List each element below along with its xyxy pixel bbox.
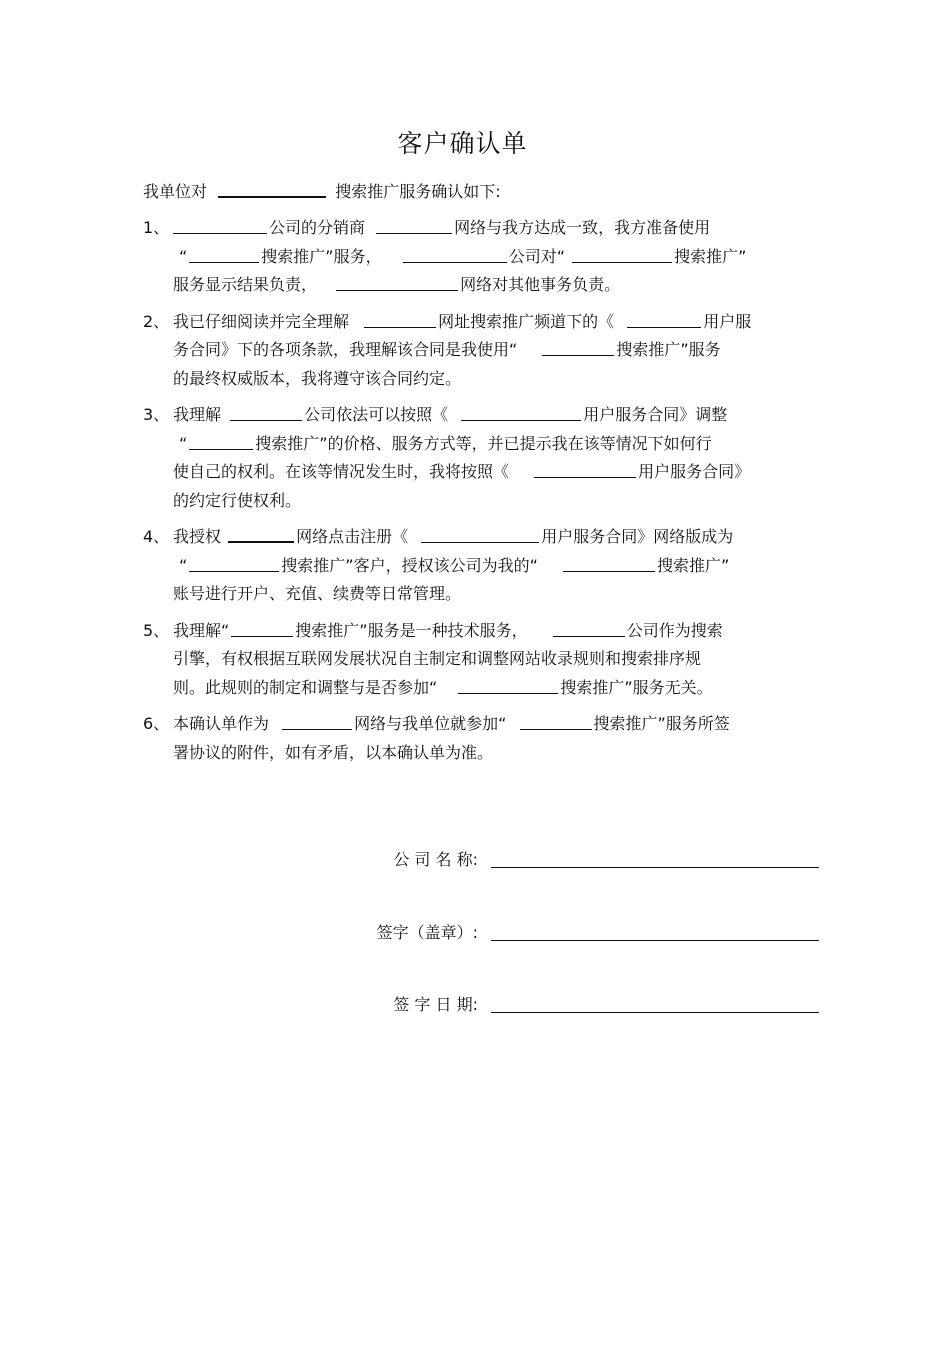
blank-field[interactable] (189, 570, 279, 572)
item-line (173, 552, 813, 581)
confirmation-items (143, 214, 813, 775)
item-text: 务合同》下的各项条款，我理解该合同是我使用“ (173, 340, 518, 359)
item-text: 搜索推广”的价格、服务方式等，并已提示我在该等情况下如何行 (255, 433, 712, 453)
blank-field[interactable] (572, 261, 672, 263)
item-text: 搜索推广”服务， (261, 246, 382, 266)
blank-field[interactable] (189, 448, 253, 450)
item-number: 6、 (143, 714, 170, 733)
item-line (173, 710, 813, 739)
item-text: 用户服务合同》网络版成为 (541, 527, 734, 546)
item-text: 用户服务合同》调整 (583, 405, 728, 424)
item-line (173, 365, 813, 394)
company-name-field[interactable] (491, 867, 819, 868)
blank-field[interactable] (563, 570, 655, 572)
blank-field[interactable] (376, 232, 452, 234)
item-text: 网络与我方达成一致，我方准备使用 (454, 218, 711, 237)
blank-field[interactable] (458, 692, 558, 694)
item-line (173, 487, 813, 516)
blank-field[interactable] (231, 635, 293, 637)
item-text: 署协议的附件，如有矛盾，以本确认单为准。 (173, 742, 494, 762)
item-text: 网址搜索推广频道下的《 (438, 311, 615, 331)
intro-blank[interactable] (218, 195, 326, 198)
item-text: 搜索推广”服务 (616, 340, 721, 359)
item-text: 的约定行使权利。 (173, 490, 302, 510)
item-text: 服务显示结果负责， (173, 275, 318, 294)
item-text: 公司依法可以按照《 (304, 405, 449, 424)
sign-date-label: 签 字 日 期: (393, 995, 478, 1014)
item-text: 搜索推广”服务是一种技术服务， (295, 620, 528, 640)
item-line (173, 336, 813, 365)
item-line (173, 739, 813, 768)
item-text: 本确认单作为 (173, 714, 270, 733)
item-text: “ (179, 433, 188, 453)
item-text: 用户服 (703, 311, 752, 331)
item-text: 引擎，有权根据互联网发展状况自主制定和调整网站收录规则和搜索排序规 (173, 649, 702, 668)
item-text: 搜索推广”服务无关。 (560, 677, 713, 697)
item-number: 1、 (143, 218, 170, 237)
blank-field[interactable] (403, 261, 507, 263)
item-line (173, 214, 813, 243)
item-line (173, 430, 813, 459)
intro-text-before: 我单位对 (143, 182, 208, 201)
item-line (173, 617, 813, 646)
item-text: 则。此规则的制定和调整与是否参加“ (173, 677, 438, 697)
item-line (173, 458, 813, 487)
item-text: 网络与我单位就参加“ (354, 714, 507, 733)
item-3 (143, 401, 813, 515)
item-line (173, 401, 813, 430)
item-number: 3、 (143, 405, 170, 424)
item-line (173, 308, 813, 337)
blank-field[interactable] (542, 354, 614, 356)
intro-text-after: 搜索推广服务确认如下: (335, 182, 501, 201)
blank-field[interactable] (364, 326, 436, 328)
item-text: 搜索推广” (674, 246, 747, 266)
item-line (173, 271, 813, 300)
item-6 (143, 710, 813, 767)
item-4 (143, 523, 813, 609)
company-name-row (0, 847, 950, 875)
blank-field[interactable] (461, 419, 581, 421)
blank-field[interactable] (421, 541, 539, 543)
item-text: 的最终权威版本，我将遵守该合同约定。 (173, 368, 462, 388)
item-text: 我已仔细阅读并完全理解 (173, 311, 350, 331)
item-text: 用户服务合同》 (638, 462, 751, 481)
signature-field[interactable] (491, 940, 819, 941)
item-text: 网络对其他事务负责。 (460, 275, 621, 294)
sign-date-row (0, 992, 950, 1020)
item-line (173, 674, 813, 703)
item-number: 5、 (143, 620, 170, 640)
item-1 (143, 214, 813, 300)
item-text: 网络点击注册《 (296, 527, 409, 546)
item-text: “ (179, 555, 188, 575)
item-text: 公司对“ (508, 246, 565, 266)
sign-date-field[interactable] (491, 1012, 819, 1013)
signature-label: 签字（盖章）: (376, 923, 478, 942)
item-line (173, 645, 813, 674)
item-text: “ (179, 246, 188, 266)
item-text: 搜索推广”客户，授权该公司为我的“ (281, 555, 538, 575)
blank-field[interactable] (228, 540, 294, 543)
item-line (173, 523, 813, 552)
blank-field[interactable] (230, 419, 302, 421)
item-5 (143, 617, 813, 703)
blank-field[interactable] (553, 635, 625, 637)
blank-field[interactable] (173, 232, 267, 234)
blank-field[interactable] (189, 261, 259, 263)
item-text: 公司作为搜索 (626, 620, 723, 640)
signature-row (0, 920, 950, 948)
item-number: 2、 (143, 311, 170, 331)
intro-line (143, 178, 823, 206)
blank-field[interactable] (336, 289, 458, 291)
item-line (173, 243, 813, 272)
item-text: 搜索推广” (656, 555, 730, 575)
item-text: 使自己的权利。在该等情况发生时，我将按照《 (173, 462, 510, 481)
item-line (173, 580, 813, 609)
item-2 (143, 308, 813, 394)
item-text: 我理解“ (173, 620, 230, 640)
blank-field[interactable] (282, 728, 352, 730)
blank-field[interactable] (520, 728, 592, 730)
item-text: 公司的分销商 (269, 218, 366, 237)
item-text: 账号进行开户、充值、续费等日常管理。 (173, 584, 462, 603)
item-text: 我理解 (173, 405, 222, 424)
blank-field[interactable] (534, 476, 636, 478)
item-number: 4、 (143, 527, 170, 546)
item-text: 我授权 (173, 527, 222, 546)
company-name-label: 公 司 名 称: (393, 850, 478, 869)
blank-field[interactable] (627, 326, 701, 328)
item-text: 搜索推广”服务所签 (593, 714, 730, 733)
page-title: 客户确认单 (397, 129, 528, 158)
